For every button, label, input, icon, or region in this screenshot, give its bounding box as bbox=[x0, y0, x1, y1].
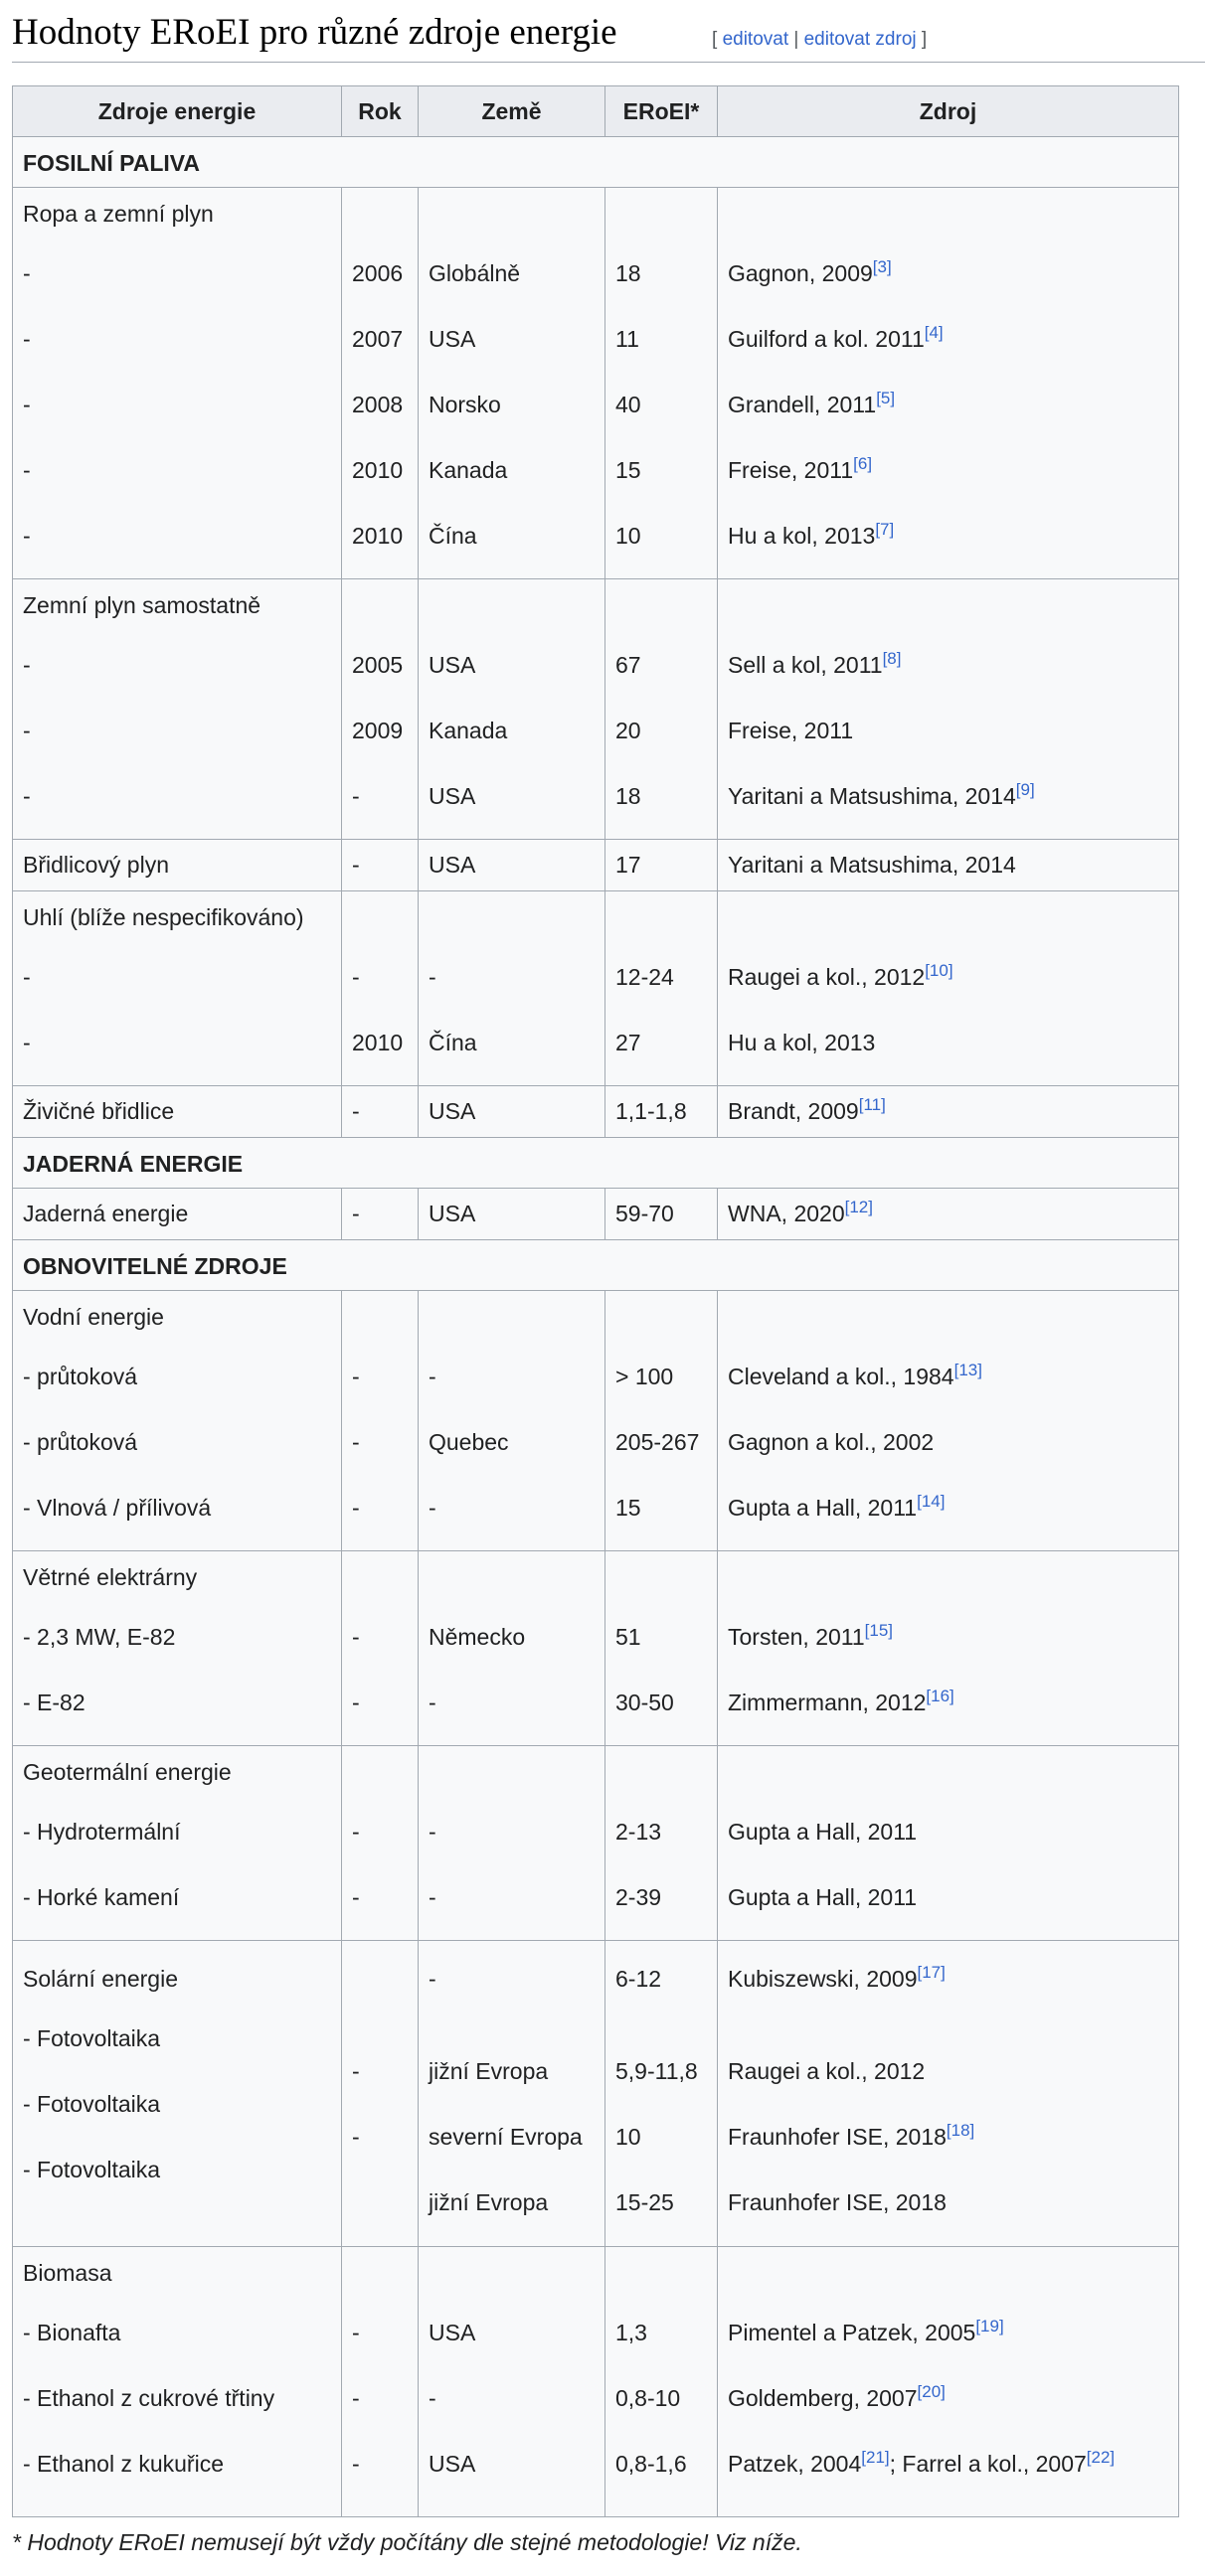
year-value: 2009 bbox=[352, 718, 404, 743]
eroei-value: 1,1-1,8 bbox=[605, 1086, 718, 1138]
energy-source-cell bbox=[13, 1291, 342, 1551]
year-value: - bbox=[352, 1884, 360, 1910]
reference-text: Pimentel a Patzek, 2005 bbox=[728, 2320, 976, 2345]
energy-source-name: Uhlí (blíže nespecifikováno) bbox=[23, 904, 304, 930]
reference-text: Hu a kol, 2013 bbox=[728, 1030, 876, 1055]
reference-entry bbox=[728, 2170, 1168, 2235]
year-value: 2007 bbox=[352, 326, 404, 352]
energy-source-name: Větrné elektrárny bbox=[23, 1564, 198, 1590]
year-value: - bbox=[342, 840, 419, 891]
reference-cell bbox=[718, 1941, 1179, 2247]
year-value: 2008 bbox=[352, 392, 404, 417]
reference-text: Goldemberg, 2007 bbox=[728, 2385, 918, 2411]
table-row bbox=[13, 1746, 1179, 1941]
year-value: 2010 bbox=[352, 457, 404, 483]
year-cell bbox=[342, 1941, 419, 2247]
reference-separator: ; bbox=[889, 2451, 903, 2477]
country-value: Globálně bbox=[429, 260, 521, 286]
eroei-value: 10 bbox=[615, 523, 641, 549]
eroei-value: 0,8-1,6 bbox=[615, 2451, 687, 2477]
column-header-reference: Zdroj bbox=[718, 86, 1179, 137]
country-cell bbox=[419, 1941, 605, 2247]
citation-link[interactable]: [14] bbox=[917, 1492, 946, 1511]
reference-text: Gagnon, 2009 bbox=[728, 260, 873, 286]
eroei-value: 18 bbox=[615, 260, 641, 286]
reference-entry bbox=[728, 1670, 1168, 1735]
country-cell bbox=[419, 579, 605, 840]
eroei-value: 15 bbox=[615, 457, 641, 483]
heading-title: Hodnoty ERoEI pro různé zdroje energie bbox=[12, 12, 617, 53]
reference-cell bbox=[718, 579, 1179, 840]
eroei-cell bbox=[605, 1941, 718, 2247]
energy-source-subitem: - Ethanol z cukrové třtiny bbox=[23, 2385, 275, 2411]
eroei-value: 2-13 bbox=[615, 1819, 662, 1845]
year-value: - bbox=[352, 1429, 360, 1455]
reference-text: Yaritani a Matsushima, 2014 bbox=[728, 783, 1016, 809]
reference-entry bbox=[728, 306, 1168, 372]
eroei-value: 18 bbox=[615, 783, 641, 809]
edit-source-link[interactable]: editovat zdroj bbox=[803, 29, 917, 50]
footnote: * Hodnoty ERoEI nemusejí být vždy počítány dle stejné metodologie! Viz níže. bbox=[12, 2529, 802, 2555]
country-value: Norsko bbox=[429, 392, 501, 417]
citation-link[interactable]: [9] bbox=[1015, 780, 1035, 799]
year-value: - bbox=[352, 1364, 360, 1389]
reference-text: Gupta a Hall, 2011 bbox=[728, 1819, 918, 1845]
energy-source-subitem: - bbox=[23, 783, 31, 809]
reference-entry bbox=[728, 763, 1168, 829]
country-value: - bbox=[429, 964, 436, 990]
citation-link[interactable]: [5] bbox=[876, 389, 896, 407]
citation-link[interactable]: [19] bbox=[975, 2317, 1004, 2335]
eroei-cell bbox=[605, 1291, 718, 1551]
year-cell bbox=[342, 1291, 419, 1551]
country-value: - bbox=[429, 1690, 436, 1715]
country-value: - bbox=[429, 1819, 436, 1845]
country-cell bbox=[419, 188, 605, 579]
citation-link[interactable]: [6] bbox=[853, 454, 873, 473]
energy-source-name: Vodní energie bbox=[23, 1304, 164, 1330]
year-value: - bbox=[352, 1495, 360, 1521]
reference-entry bbox=[718, 1189, 1179, 1240]
country-value: USA bbox=[419, 840, 605, 891]
year-cell bbox=[342, 188, 419, 579]
reference-cell bbox=[718, 1551, 1179, 1746]
reference-entry bbox=[728, 1409, 1168, 1475]
eroei-value: 67 bbox=[615, 652, 641, 678]
country-cell bbox=[419, 1746, 605, 1941]
year-value: - bbox=[352, 964, 360, 990]
energy-source-subitem: - bbox=[23, 523, 31, 549]
reference-text: Hu a kol, 2013 bbox=[728, 523, 876, 549]
energy-source-cell bbox=[13, 891, 342, 1086]
country-cell bbox=[419, 2247, 605, 2517]
table-row bbox=[13, 1291, 1179, 1551]
reference-cell bbox=[718, 1291, 1179, 1551]
year-value: - bbox=[342, 1086, 419, 1138]
table-row bbox=[13, 1551, 1179, 1746]
energy-source-name: Jaderná energie bbox=[13, 1189, 342, 1240]
citation-link[interactable]: [8] bbox=[882, 649, 902, 668]
table-row bbox=[13, 1189, 1179, 1240]
eroei-table bbox=[12, 85, 1179, 2517]
reference-entry bbox=[718, 1086, 1179, 1138]
eroei-cell bbox=[605, 579, 718, 840]
reference-entry bbox=[728, 1344, 1168, 1409]
energy-source-name: Ropa a zemní plyn bbox=[23, 201, 214, 227]
table-header-row bbox=[13, 86, 1179, 137]
reference-text: Yaritani a Matsushima, 2014 bbox=[718, 840, 1179, 891]
citation-link[interactable]: [4] bbox=[924, 323, 944, 342]
energy-source-subitem: - bbox=[23, 718, 31, 743]
year-value: - bbox=[352, 2320, 360, 2345]
year-value: - bbox=[352, 1624, 360, 1650]
citation-link[interactable]: [11] bbox=[858, 1095, 886, 1114]
section-row-renewable bbox=[13, 1240, 1179, 1291]
citation-link[interactable]: [16] bbox=[926, 1687, 954, 1705]
energy-source-subitem: - Vlnová / přílivová bbox=[23, 1495, 212, 1521]
energy-source-name: Solární energie bbox=[23, 1966, 178, 1992]
reference-cell bbox=[718, 891, 1179, 1086]
table-row bbox=[13, 188, 1179, 579]
reference-entry bbox=[728, 1010, 1168, 1075]
table-row bbox=[13, 840, 1179, 891]
reference-text: Kubiszewski, 2009 bbox=[728, 1966, 918, 1992]
year-value: - bbox=[352, 783, 360, 809]
reference-entry bbox=[728, 437, 1168, 503]
eroei-value: 15 bbox=[615, 1495, 641, 1521]
energy-source-name: Břidlicový plyn bbox=[13, 840, 342, 891]
energy-source-cell bbox=[13, 1551, 342, 1746]
country-value: USA bbox=[429, 652, 476, 678]
country-value: Quebec bbox=[429, 1429, 509, 1455]
reference-entry bbox=[728, 944, 1168, 1010]
energy-source-subitem: - 2,3 MW, E-82 bbox=[23, 1624, 176, 1650]
table-row bbox=[13, 1086, 1179, 1138]
reference-cell bbox=[718, 2247, 1179, 2517]
country-value: - bbox=[429, 1884, 436, 1910]
reference-text: Gagnon a kol., 2002 bbox=[728, 1429, 935, 1455]
energy-source-subitem: - Fotovoltaika bbox=[23, 2157, 161, 2182]
country-value: jižní Evropa bbox=[429, 2058, 549, 2084]
reference-cell bbox=[718, 188, 1179, 579]
reference-entry bbox=[728, 2431, 1168, 2496]
country-value: USA bbox=[429, 2451, 476, 2477]
column-header-eroei: ERoEI* bbox=[605, 86, 718, 137]
reference-entry bbox=[728, 2104, 1168, 2170]
energy-source-subitem: - Fotovoltaika bbox=[23, 2091, 161, 2117]
edit-bracket-close: ] bbox=[916, 29, 928, 50]
edit-bracket-open: [ bbox=[712, 29, 723, 50]
citation-link[interactable]: [13] bbox=[953, 1361, 982, 1379]
reference-entry bbox=[728, 503, 1168, 568]
eroei-value: 59-70 bbox=[605, 1189, 718, 1240]
eroei-value: 205-267 bbox=[615, 1429, 700, 1455]
eroei-value: 12-24 bbox=[615, 964, 674, 990]
energy-source-name: Živičné břidlice bbox=[13, 1086, 342, 1138]
country-value: - bbox=[429, 1966, 436, 1992]
reference-text: Freise, 2011 bbox=[728, 718, 854, 743]
energy-source-subitem: - Bionafta bbox=[23, 2320, 121, 2345]
table-row bbox=[13, 891, 1179, 1086]
eroei-cell bbox=[605, 188, 718, 579]
country-value: severní Evropa bbox=[429, 2124, 583, 2150]
eroei-value: 0,8-10 bbox=[615, 2385, 681, 2411]
energy-source-subitem: - průtoková bbox=[23, 1364, 138, 1389]
energy-source-name: Geotermální energie bbox=[23, 1759, 232, 1785]
column-header-year: Rok bbox=[342, 86, 419, 137]
energy-source-subitem: - Ethanol z kukuřice bbox=[23, 2451, 224, 2477]
eroei-value: 30-50 bbox=[615, 1690, 674, 1715]
energy-source-name: Biomasa bbox=[23, 2260, 112, 2286]
year-value: - bbox=[352, 2124, 360, 2150]
energy-source-cell bbox=[13, 579, 342, 840]
reference-entry bbox=[728, 698, 1168, 763]
energy-source-subitem: - bbox=[23, 260, 31, 286]
year-value: 2010 bbox=[352, 523, 404, 549]
section-title-nuclear: JADERNÁ ENERGIE bbox=[13, 1138, 1179, 1189]
country-value: USA bbox=[429, 2320, 476, 2345]
year-value: - bbox=[352, 1819, 360, 1845]
year-value: - bbox=[342, 1189, 419, 1240]
eroei-cell bbox=[605, 1746, 718, 1941]
country-value: - bbox=[429, 1364, 436, 1389]
reference-text: Sell a kol, 2011 bbox=[728, 652, 883, 678]
energy-source-cell bbox=[13, 2247, 342, 2517]
reference-entry bbox=[728, 1475, 1168, 1540]
reference-text: Grandell, 2011 bbox=[728, 392, 877, 417]
country-value: Čína bbox=[429, 523, 477, 549]
energy-source-subitem: - bbox=[23, 1030, 31, 1055]
reference-cell bbox=[718, 1746, 1179, 1941]
reference-text: Zimmermann, 2012 bbox=[728, 1690, 927, 1715]
section-row-nuclear bbox=[13, 1138, 1179, 1189]
eroei-value: 5,9-11,8 bbox=[615, 2058, 698, 2084]
eroei-cell bbox=[605, 1551, 718, 1746]
year-cell bbox=[342, 1746, 419, 1941]
country-value: USA bbox=[419, 1189, 605, 1240]
eroei-value: 27 bbox=[615, 1030, 641, 1055]
citation-link[interactable]: [22] bbox=[1086, 2448, 1116, 2467]
country-cell bbox=[419, 891, 605, 1086]
eroei-value: 6-12 bbox=[615, 1966, 662, 1992]
edit-link[interactable]: editovat bbox=[722, 29, 789, 50]
table-row bbox=[13, 1941, 1179, 2247]
eroei-value: > 100 bbox=[615, 1364, 674, 1389]
reference-text: Brandt, 2009 bbox=[728, 1098, 859, 1124]
reference-text: Fraunhofer ISE, 2018 bbox=[728, 2124, 947, 2150]
country-value: - bbox=[429, 2385, 436, 2411]
energy-source-name: Zemní plyn samostatně bbox=[23, 592, 261, 618]
year-cell bbox=[342, 891, 419, 1086]
section-heading bbox=[12, 6, 1205, 63]
country-cell bbox=[419, 1551, 605, 1746]
eroei-value: 10 bbox=[615, 2124, 641, 2150]
reference-text: Patzek, 2004 bbox=[728, 2451, 862, 2477]
reference-entry bbox=[728, 372, 1168, 437]
country-value: Čína bbox=[429, 1030, 477, 1055]
year-value: 2005 bbox=[352, 652, 404, 678]
reference-text: Farrel a kol., 2007 bbox=[902, 2451, 1087, 2477]
edit-links bbox=[712, 26, 927, 54]
citation-link[interactable]: [7] bbox=[875, 520, 895, 539]
year-value: 2010 bbox=[352, 1030, 404, 1055]
citation-link[interactable]: [12] bbox=[844, 1198, 873, 1216]
country-value: jižní Evropa bbox=[429, 2189, 549, 2215]
country-value: Kanada bbox=[429, 718, 508, 743]
year-value: - bbox=[352, 1690, 360, 1715]
energy-source-subitem: - bbox=[23, 326, 31, 352]
table-row bbox=[13, 579, 1179, 840]
reference-text: Freise, 2011 bbox=[728, 457, 854, 483]
country-value: USA bbox=[429, 326, 476, 352]
reference-entry bbox=[728, 241, 1168, 306]
energy-source-subitem: - E-82 bbox=[23, 1690, 86, 1715]
country-value: Kanada bbox=[429, 457, 508, 483]
year-cell bbox=[342, 579, 419, 840]
column-header-source-type: Zdroje energie bbox=[13, 86, 342, 137]
eroei-value: 51 bbox=[615, 1624, 641, 1650]
year-value: - bbox=[352, 2385, 360, 2411]
country-cell bbox=[419, 1291, 605, 1551]
column-header-country: Země bbox=[419, 86, 605, 137]
reference-entry bbox=[728, 2365, 1168, 2431]
energy-source-subitem: - Hydrotermální bbox=[23, 1819, 181, 1845]
reference-entry bbox=[728, 632, 1168, 698]
citation-link[interactable]: [18] bbox=[946, 2121, 975, 2140]
reference-entry bbox=[728, 2038, 1168, 2104]
energy-source-subitem: - Fotovoltaika bbox=[23, 2025, 161, 2051]
eroei-value: 20 bbox=[615, 718, 641, 743]
section-title-fossil: FOSILNÍ PALIVA bbox=[13, 137, 1179, 188]
energy-source-subitem: - průtoková bbox=[23, 1429, 138, 1455]
country-value: USA bbox=[419, 1086, 605, 1138]
energy-source-cell bbox=[13, 188, 342, 579]
eroei-cell bbox=[605, 891, 718, 1086]
reference-entry bbox=[728, 1604, 1168, 1670]
citation-link[interactable]: [15] bbox=[864, 1621, 894, 1640]
country-value: - bbox=[429, 1495, 436, 1521]
eroei-value: 2-39 bbox=[615, 1884, 662, 1910]
energy-source-cell bbox=[13, 1941, 342, 2247]
edit-separator: | bbox=[788, 29, 804, 50]
reference-text: Gupta a Hall, 2011 bbox=[728, 1495, 918, 1521]
year-cell bbox=[342, 2247, 419, 2517]
energy-source-cell bbox=[13, 1746, 342, 1941]
eroei-value: 40 bbox=[615, 392, 641, 417]
reference-text: Gupta a Hall, 2011 bbox=[728, 1884, 918, 1910]
energy-source-subitem: - bbox=[23, 652, 31, 678]
energy-source-subitem: - bbox=[23, 964, 31, 990]
energy-source-subitem: - bbox=[23, 392, 31, 417]
reference-text: Raugei a kol., 2012 bbox=[728, 964, 926, 990]
eroei-cell bbox=[605, 2247, 718, 2517]
citation-link[interactable]: [10] bbox=[925, 961, 953, 980]
country-value: USA bbox=[429, 783, 476, 809]
reference-entry bbox=[728, 2300, 1168, 2365]
energy-source-subitem: - bbox=[23, 457, 31, 483]
citation-link[interactable]: [20] bbox=[917, 2382, 946, 2401]
reference-text: Guilford a kol. 2011 bbox=[728, 326, 925, 352]
eroei-value: 15-25 bbox=[615, 2189, 674, 2215]
citation-link[interactable]: [21] bbox=[861, 2448, 890, 2467]
eroei-value: 11 bbox=[615, 326, 639, 352]
year-cell bbox=[342, 1551, 419, 1746]
year-value: 2006 bbox=[352, 260, 404, 286]
reference-text: Cleveland a kol., 1984 bbox=[728, 1364, 954, 1389]
section-row-fossil bbox=[13, 137, 1179, 188]
eroei-value: 17 bbox=[605, 840, 718, 891]
year-value: - bbox=[352, 2451, 360, 2477]
year-value: - bbox=[352, 2058, 360, 2084]
country-value: Německo bbox=[429, 1624, 526, 1650]
reference-entry bbox=[728, 1953, 1168, 2006]
table-row bbox=[13, 2247, 1179, 2517]
citation-link[interactable]: [3] bbox=[872, 257, 892, 276]
reference-text: Raugei a kol., 2012 bbox=[728, 2058, 926, 2084]
reference-text: Fraunhofer ISE, 2018 bbox=[728, 2189, 947, 2215]
reference-text: WNA, 2020 bbox=[728, 1201, 845, 1226]
reference-text: Torsten, 2011 bbox=[728, 1624, 865, 1650]
section-title-renewable: OBNOVITELNÉ ZDROJE bbox=[13, 1240, 1179, 1291]
eroei-value: 1,3 bbox=[615, 2320, 647, 2345]
energy-source-subitem: - Horké kamení bbox=[23, 1884, 180, 1910]
citation-link[interactable]: [17] bbox=[917, 1963, 946, 1982]
